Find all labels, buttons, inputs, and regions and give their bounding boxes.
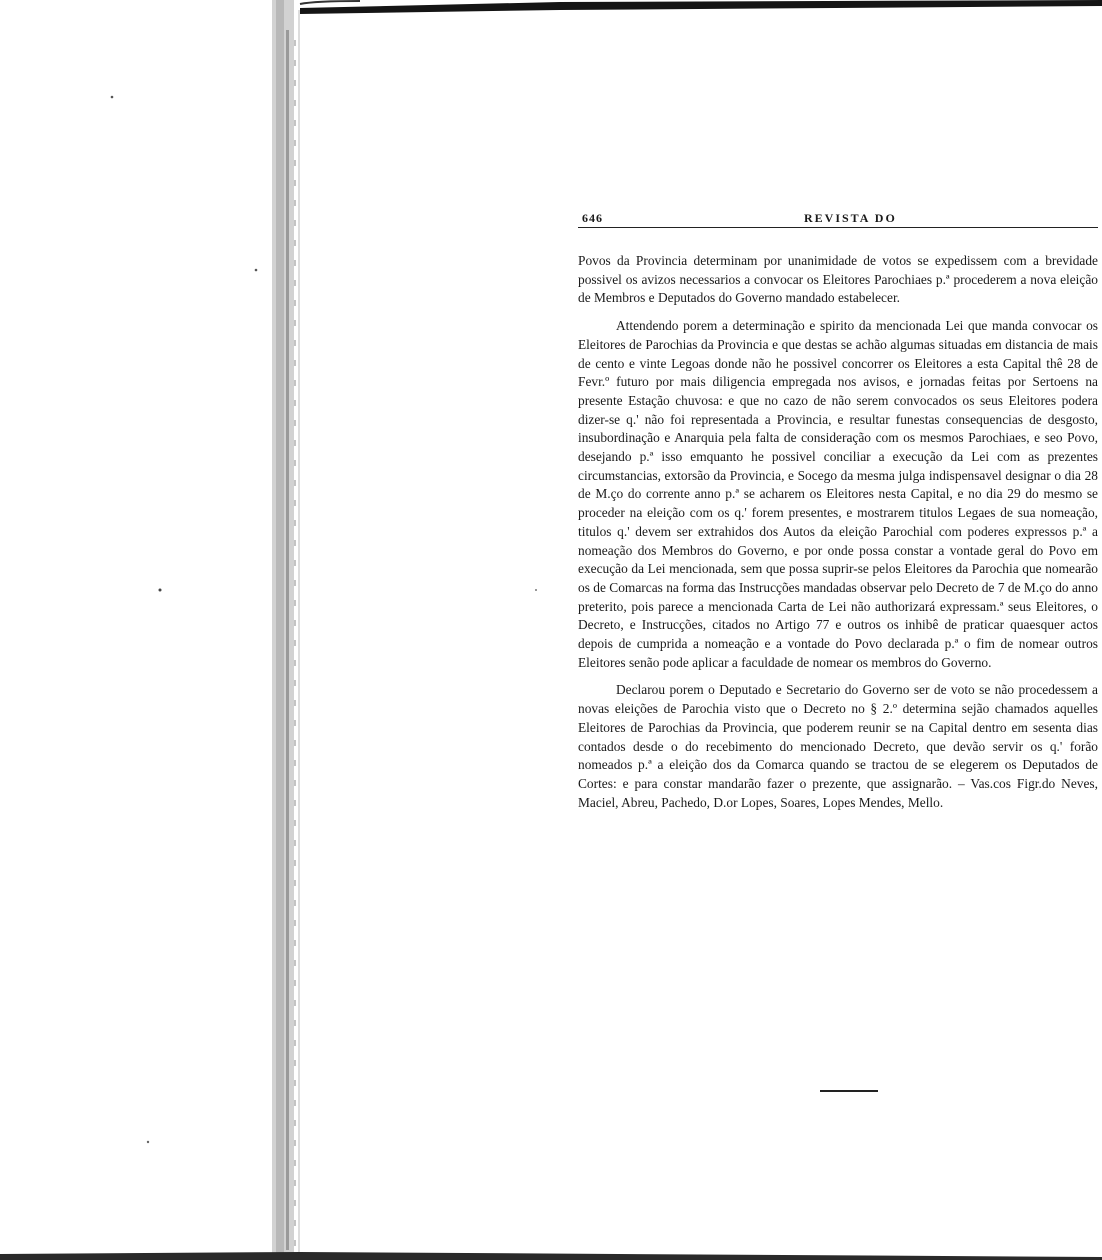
running-title: REVISTA DO bbox=[804, 211, 897, 225]
paragraph-1: Povos da Provincia determinam por unanimidade de votos se expedissem com a brevidade possivel os avizos necessarios a convocar os Eleitores Parochiaes p.ª procederem a nova eleição de Membros e Deputados do Governo mandado estabelecer. bbox=[578, 253, 1098, 306]
page-number: 646 bbox=[582, 211, 603, 225]
end-rule bbox=[820, 1090, 878, 1092]
running-header bbox=[578, 205, 1098, 228]
book-page bbox=[578, 205, 1098, 821]
paragraph-3: Declarou porem o Deputado e Secretario do Governo ser de voto se não procedessem a novas eleições de Parochia visto que o Decreto no § 2.º determina sejão chamados aquelles Eleitores de Parochias da Provincia, que poderem reunir se na Capital dentro em sesenta dias contados desde o do recebimento do mencionado Decreto, que devão servir os q.' forão nomeados p.ª a eleição dos da Comarca quando se tractou de se elegerem os Deputados de Cortes: e para constar mandarão fazer o prezente, que assignarão. – Vas.cos Figr.do Neves, Maciel, Abreu, Pachedo, D.or Lopes, Soares, Lopes Mendes, Mello. bbox=[578, 682, 1098, 810]
page-body bbox=[578, 252, 1098, 812]
paragraph-2: Attendendo porem a determinação e spirito da mencionada Lei que manda convocar os Eleitores de Parochias da Provincia e que destas se achão algumas situadas em distancia de mais de cento e vinte Legoas donde não he possivel concorrer os Eleitores a esta Capital thê 28 de Fevr.º futuro por mais diligencia empregada nos avisos, e jornadas feitas por Sertoens na presente Estação chuvosa: e que no cazo de não serem convocados os seus Eleitores podera dizer-se q.' não foi representada a Provincia, e resultar funestas consequencias de desgosto, insubordinação e Anarquia pela falta de consideração com os mesmos Parochiaes, e seo Povo, desejando p.ª isso emquanto he possivel conciliar a execução da Lei com as prezentes circumstancias, extorsão da Provincia, e Socego da mesma julga indispensavel designar o dia 28 de M.ço do corrente anno p.ª se acharem os Eleitores nesta Capital, e no dia 29 do mesmo se proceder na eleição com os q.' forem presentes, e mostrarem titulos Legaes de sua nomeação, titulos q.' devem ser extrahidos dos Autos da eleição Parochial com poderes expressos p.ª a nomeação dos Membros do Governo, e por onde possa constar a vontade geral do Povo em execução da Lei mencionada, sem que possa suprir-se pelos Eleitores da Parochia que nomearão os de Comarcas na forma das Instrucções mandadas observar pelo Decreto de 7 de M.ço do anno preterito, pois parece a mencionada Carta de Lei não authorizará expressam.ª seus Eleitores, o Decreto, e Instrucções, citados no Artigo 77 e outros os inhibê de praticar quaesquer actos depois de cumprida a nomeação e a vontade do Povo declarada p.ª o fim de nomear outros Eleitores senão pode aplicar a faculdade de nomear os membros do Governo. bbox=[578, 318, 1098, 670]
